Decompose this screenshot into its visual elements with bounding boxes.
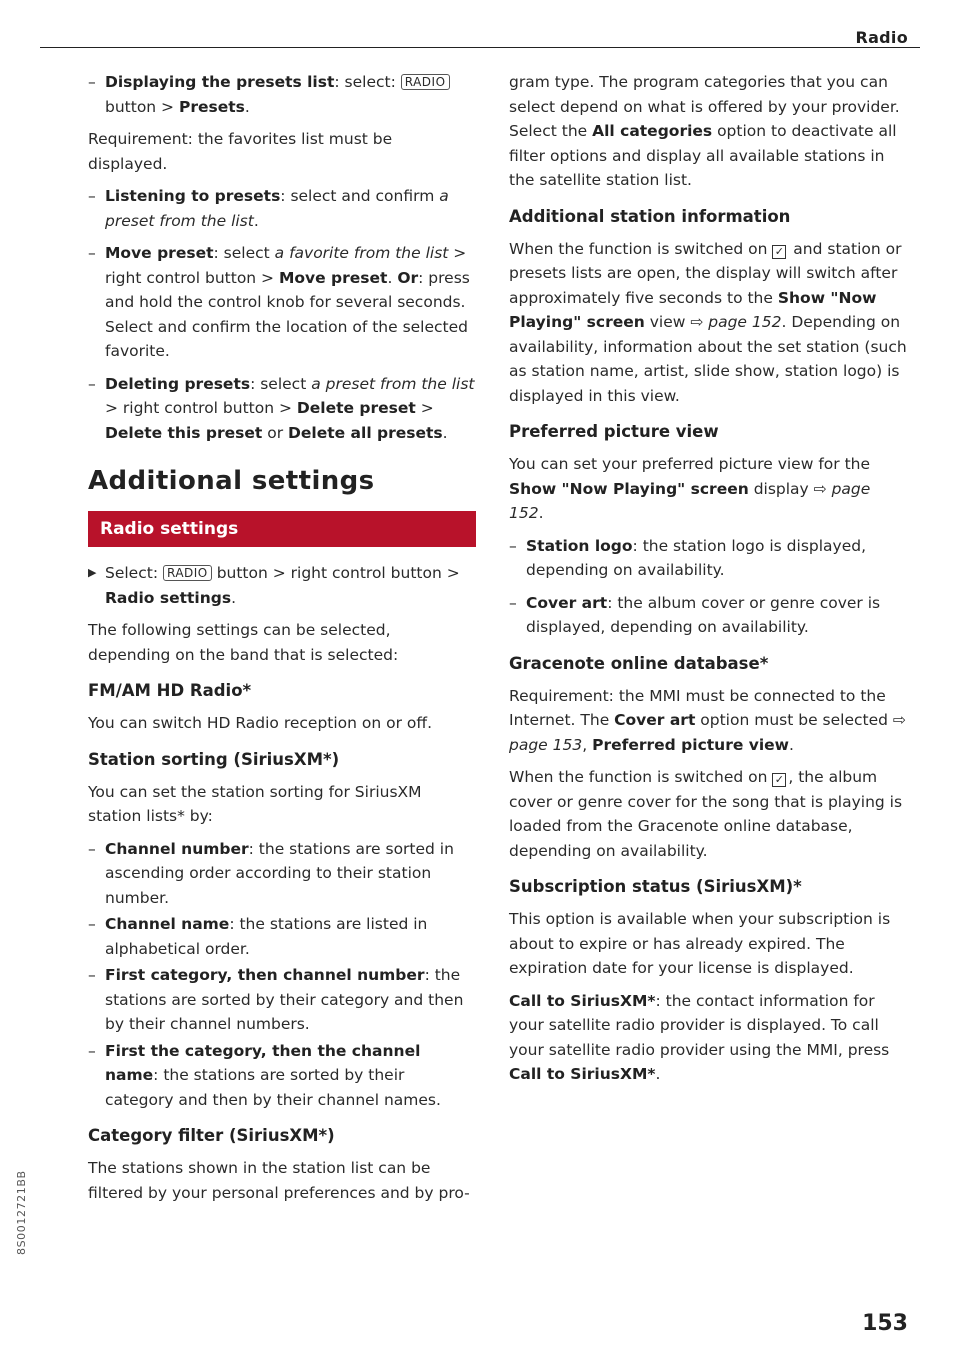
sorting-heading: Station sorting (SiriusXM*) <box>88 749 340 769</box>
list-item-delete: – Deleting presets: select a preset from the list > right control button > Delete preset > Delete this preset or Delete all presets. <box>88 374 475 442</box>
picture-heading: Preferred picture view <box>509 422 719 441</box>
filter-text-cont: gram type. The program categories that you can select depend on what is offered by your provider. Select the All categories option to deactivate all filter options and display all available stations in the satellite station list. <box>509 73 900 189</box>
radio-key: RADIO <box>163 565 212 581</box>
radio-key: RADIO <box>401 74 450 90</box>
subscription-text: This option is available when your subscription is about to expire or has already expired. The expiration date for your license is displayed. <box>509 910 891 977</box>
checkbox-checked-icon: ✓ <box>772 773 786 787</box>
gracenote-text: When the function is switched on ✓ , the album cover or genre cover for the song that is playing is loaded from the Gracenote online database, depending on availability. <box>509 768 903 860</box>
list-item-listening: – Listening to presets: select and confirm a preset from the list. <box>88 187 449 230</box>
header-rule <box>40 47 920 48</box>
checkbox-checked-icon: ✓ <box>772 245 786 259</box>
list-item-presets-list: – Displaying the presets list: select: RADIO button > Presets. <box>88 70 476 119</box>
additional-text: When the function is switched on ✓ and station or presets lists are open, the display will switch after approximately five seconds to the Show "Now Playing" screen view ⇨ page 152. Depending on availability, information about the set station (such as station name, artist, slide show, station logo) is displayed in this view. <box>509 239 907 405</box>
sorting-text: You can set the station sorting for SiriusXM station lists* by: <box>88 782 422 825</box>
settings-intro: The following settings can be selected, depending on the band that is selected: <box>88 621 399 664</box>
picture-text: You can set your preferred picture view for the Show "Now Playing" screen display ⇨ page 152. <box>509 455 871 522</box>
list-item-move: – Move preset: select a favorite from the list > right control button > Move preset. Or: press and hold the control knob for several seconds. Select and confirm the location of the selected favorite. <box>88 244 470 360</box>
page-reference[interactable]: ⇨ page 152 <box>509 479 871 522</box>
fm-text: You can switch HD Radio reception on or off. <box>88 714 433 732</box>
document-code: 8S0012721BB <box>15 1170 28 1255</box>
page-reference[interactable]: ⇨ page 153 <box>509 711 906 754</box>
page-number: 153 <box>862 1311 908 1336</box>
step-select: ▶ Select: RADIO button > right control button > Radio settings. <box>88 561 476 610</box>
filter-heading: Category filter (SiriusXM*) <box>88 1126 335 1145</box>
list-item: – Station logo: the station logo is displayed, depending on availability. <box>509 536 867 579</box>
additional-heading: Additional station information <box>509 206 791 226</box>
list-item: – Cover art: the album cover or genre cover is displayed, depending on availability. <box>509 593 881 636</box>
step-arrow-icon: ▶ <box>88 566 97 579</box>
page-reference[interactable]: ⇨ page 152 <box>690 313 782 331</box>
gracenote-requirement: Requirement: the MMI must be connected to the Internet. The Cover art option must be selected ⇨ page 153, Preferred picture view. <box>509 686 906 754</box>
fm-heading: FM/AM HD Radio* <box>88 681 252 700</box>
call-text: Call to SiriusXM*: the contact information for your satellite radio provider is displayed. To call your satellite radio provider using the MMI, press Call to SiriusXM*. <box>509 991 890 1083</box>
right-column <box>509 70 907 1095</box>
section-banner: Radio settings <box>88 511 476 547</box>
list-item: – First category, then channel number: the stations are sorted by their category and then by their channel numbers. <box>88 966 464 1033</box>
gracenote-heading: Gracenote online database* <box>509 653 769 673</box>
list-item: – First the category, then the channel name: the stations are sorted by their category and then by their channel names. <box>88 1041 441 1109</box>
left-column <box>88 70 476 1213</box>
subscription-heading: Subscription status (SiriusXM)* <box>509 877 802 896</box>
requirement-text: Requirement: the favorites list must be displayed. <box>88 130 393 173</box>
running-header: Radio <box>855 28 908 47</box>
list-item: – Channel name: the stations are listed in alphabetical order. <box>88 915 428 958</box>
list-item: – Channel number: the stations are sorted in ascending order according to their station number. <box>88 839 454 907</box>
filter-text: The stations shown in the station list can be filtered by your personal preferences and by pro- <box>88 1159 470 1202</box>
section-heading: Additional settings <box>88 466 375 496</box>
